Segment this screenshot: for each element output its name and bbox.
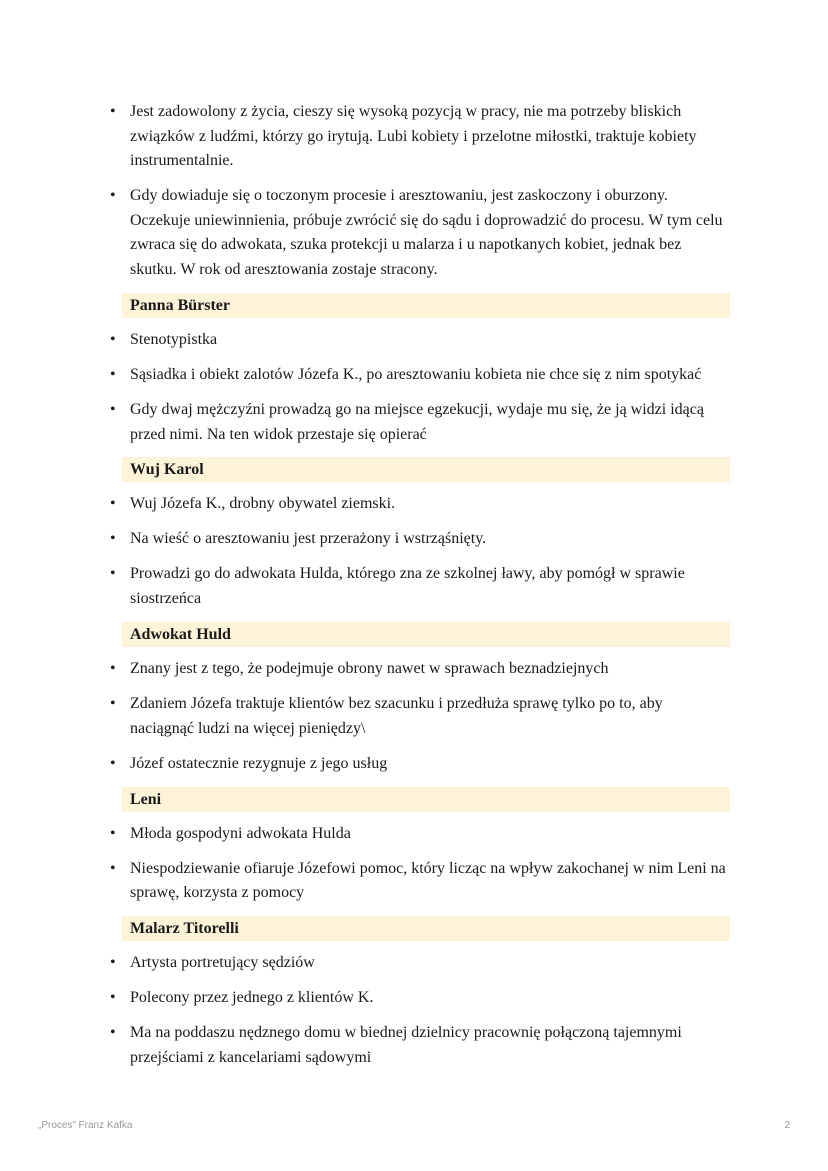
list-item — [108, 100, 730, 174]
page-number: 2 — [784, 1120, 790, 1131]
list-item-text: Na wieść o aresztowaniu jest przerażony i wstrząśnięty. — [130, 530, 487, 548]
list-item — [108, 692, 730, 741]
section-heading: Adwokat Huld — [122, 622, 730, 647]
list-item-text: Młoda gospodyni adwokata Hulda — [130, 824, 351, 842]
list-item-text: Józef ostatecznie rezygnuje z jego usług — [130, 754, 388, 772]
list-item — [108, 822, 730, 847]
section-heading: Wuj Karol — [122, 457, 730, 482]
bullet-icon: • — [110, 187, 116, 205]
bullet-icon: • — [110, 954, 116, 972]
list-item — [108, 562, 730, 611]
bullet-icon: • — [110, 103, 116, 120]
bullet-icon: • — [110, 824, 116, 842]
section-heading: Panna Bürster — [122, 293, 730, 318]
list-item — [108, 184, 730, 282]
list-item — [108, 986, 730, 1011]
list-item — [108, 328, 730, 353]
list-item-text: Wuj Józefa K., drobny obywatel ziemski. — [130, 495, 396, 513]
list-item-text: Ma na poddaszu nędznego domu w biednej dzielnicy pracownię połączoną tajemnymi przejściami z kancelariami sądowymi — [130, 1024, 682, 1066]
bullet-icon: • — [110, 495, 116, 513]
list-item-text: Artysta portretujący sędziów — [130, 954, 315, 972]
list-item-text: Zdaniem Józefa traktuje klientów bez szacunku i przedłuża sprawę tylko po to, aby naciągnąć ludzi na więcej pieniędzy\ — [130, 695, 663, 737]
bullet-icon: • — [110, 1024, 116, 1042]
bullet-icon: • — [110, 530, 116, 548]
list-item-text: Prowadzi go do adwokata Hulda, którego zna ze szkolnej ławy, aby pomógł w sprawie siostrzeńca — [130, 565, 685, 608]
bullet-icon: • — [110, 989, 116, 1007]
list-item — [108, 657, 730, 682]
list-item-text: Gdy dowiaduje się o toczonym procesie i aresztowaniu, jest zaskoczony i oburzony. Oczekuje uniewinnienia, próbuje zwrócić się do sądu i doprowadzić do procesu. W tym celu zwraca się do adwokata, szuka protekcji u malarza i u napotkanych kobiet, jednak bez skutku. W rok od aresztowania zostaje stracony. — [130, 187, 723, 278]
list-item — [108, 752, 730, 777]
list-item-text: Stenotypistka — [130, 330, 218, 348]
list-item — [108, 1021, 730, 1070]
section-heading: Malarz Titorelli — [122, 916, 730, 941]
bullet-icon: • — [110, 859, 116, 877]
list-item-text: Jest zadowolony z życia, cieszy się wysoką pozycją w pracy, nie ma potrzeby bliskich związków z ludźmi, którzy go irytują. Lubi kobiety i przelotne miłostki, traktuje kobiety instrumentalnie. — [130, 103, 697, 170]
list-item — [108, 527, 730, 552]
bullet-icon: • — [110, 365, 116, 383]
document-body — [108, 100, 730, 1081]
bullet-icon: • — [110, 565, 116, 583]
bullet-icon: • — [110, 754, 116, 772]
list-item-text: Znany jest z tego, że podejmuje obrony nawet w sprawach beznadziejnych — [130, 660, 609, 678]
list-item — [108, 492, 730, 517]
bullet-icon: • — [110, 400, 116, 418]
list-item-text: Gdy dwaj mężczyźni prowadzą go na miejsce egzekucji, wydaje mu się, że ją widzi idącą przed nimi. Na ten widok przestaje się opierać — [130, 400, 704, 443]
list-item — [108, 951, 730, 976]
list-item-text: Sąsiadka i obiekt zalotów Józefa K., po aresztowaniu kobieta nie chce się z nim spotykać — [130, 365, 702, 383]
list-item — [108, 398, 730, 447]
bullet-icon: • — [110, 660, 116, 678]
bullet-icon: • — [110, 695, 116, 713]
list-item — [108, 363, 730, 388]
list-item-text: Polecony przez jednego z klientów K. — [130, 989, 374, 1007]
list-item — [108, 857, 730, 906]
list-item-text: Niespodziewanie ofiaruje Józefowi pomoc, który licząc na wpływ zakochanej w nim Leni na sprawę, korzysta z pomocy — [130, 859, 726, 902]
footer-title: „Proces” Franz Kafka — [38, 1120, 133, 1131]
bullet-icon: • — [110, 330, 116, 348]
section-heading: Leni — [122, 787, 730, 812]
